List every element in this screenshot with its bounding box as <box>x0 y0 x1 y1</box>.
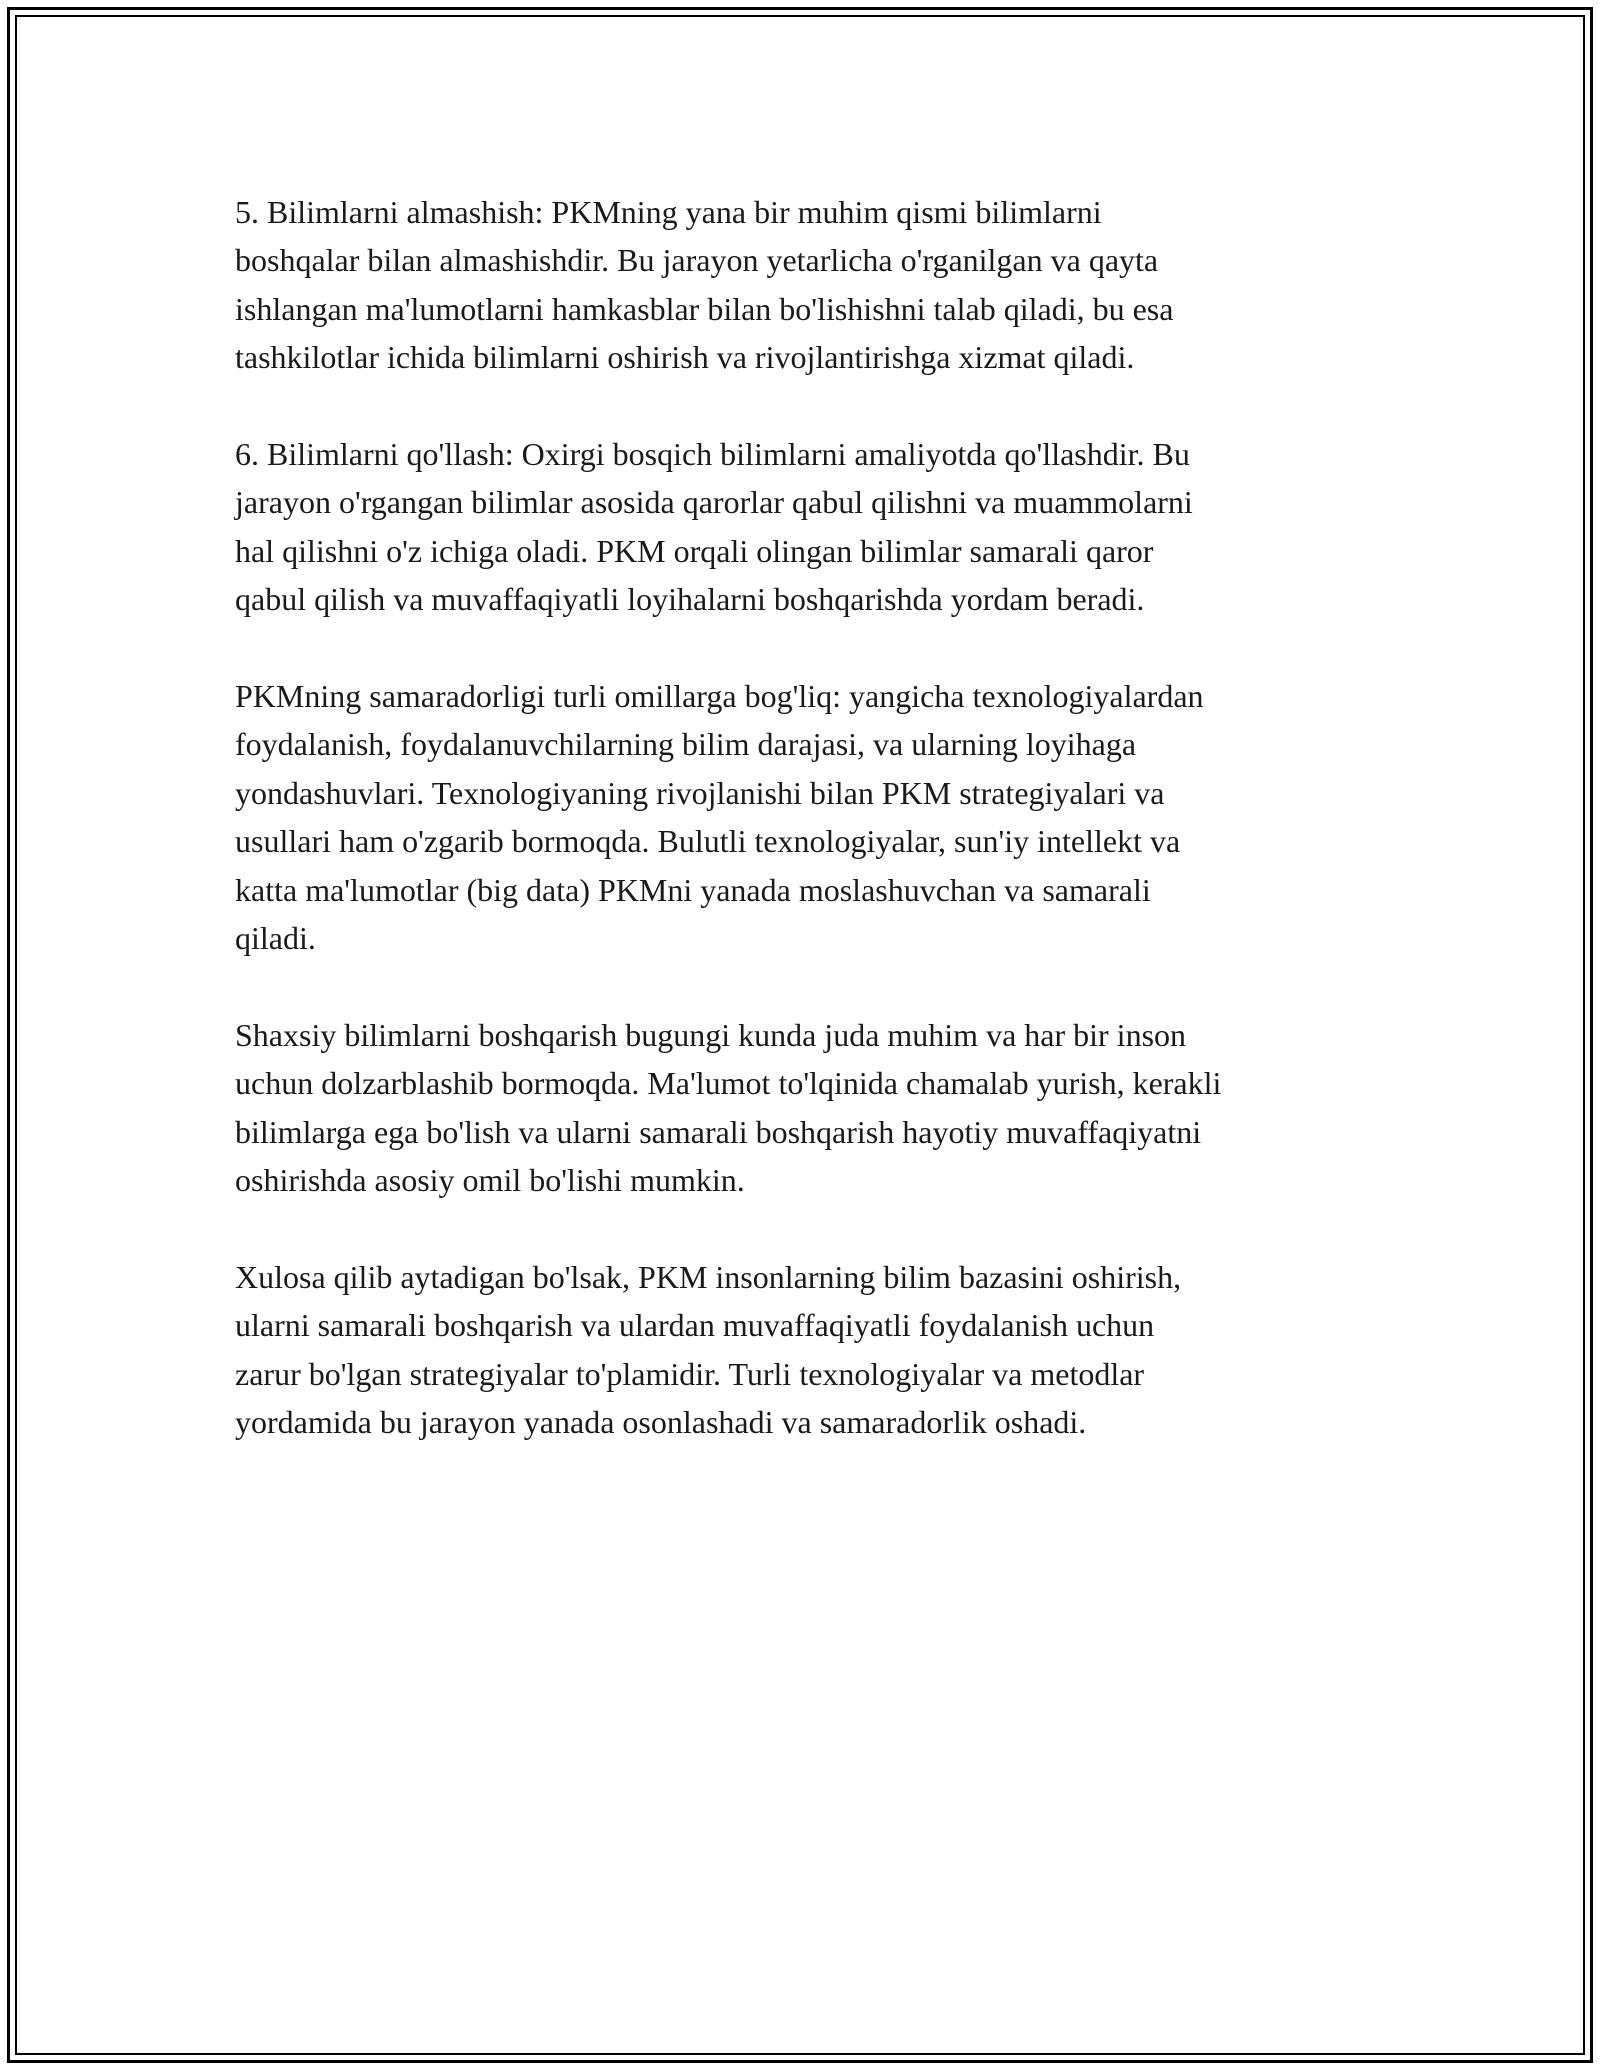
paragraph-personal-knowledge-management: Shaxsiy bilimlarni boshqarish bugungi kunda juda muhim va har bir inson uchun dolzarblashib bormoqda. Ma'lumot to'lqinida chamalab yurish, kerakli bilimlarga ega bo'lish va ularni samarali boshqarish hayotiy muvaffaqiyatni oshirishda asosiy omil bo'lishi mumkin. <box>235 1016 1222 1199</box>
paragraph-pkm-effectiveness: PKMning samaradorligi turli omillarga bog'liq: yangicha texnologiyalardan foydalanish, foydalanuvchilarning bilim darajasi, va ularning loyihaga yondashuvlari. Texnologiyaning rivojlanishi bilan PKM strategiyalari va usullari ham o'zgarib bormoqda. Bulutli texnologiyalar, sun'iy intellekt va katta ma'lumotlar (big data) PKMni yanada moslashuvchan va samarali qiladi. <box>235 678 1204 957</box>
paragraph-knowledge-sharing: 5. Bilimlarni almashish: PKMning yana bir muhim qismi bilimlarni boshqalar bilan almashishdir. Bu jarayon yetarlicha o'rganilgan va qayta ishlangan ma'lumotlarni hamkasblar bilan bo'lishishni talab qiladi, bu esa tashkilotlar ichida bilimlarni oshirish va rivojlantirishga xizmat qiladi. <box>235 194 1174 376</box>
paragraph-conclusion: Xulosa qilib aytadigan bo'lsak, PKM insonlarning bilim bazasini oshirish, ularni samarali boshqarish va ulardan muvaffaqiyatli foydalanish uchun zarur bo'lgan strategiyalar to'plamidir. Turli texnologiyalar va metodlar yordamida bu jarayon yanada osonlashadi va samaradorlik oshadi. <box>235 1258 1182 1441</box>
paragraph-knowledge-application: 6. Bilimlarni qo'llash: Oxirgi bosqich bilimlarni amaliyotda qo'llashdir. Bu jarayon o'rgangan bilimlar asosida qarorlar qabul qilishni va muammolarni hal qilishni o'z ichiga oladi. PKM orqali olingan bilimlar samarali qaror qabul qilish va muvaffaqiyatli loyihalarni boshqarishda yordam beradi. <box>235 436 1193 618</box>
document-body <box>235 188 1375 1495</box>
